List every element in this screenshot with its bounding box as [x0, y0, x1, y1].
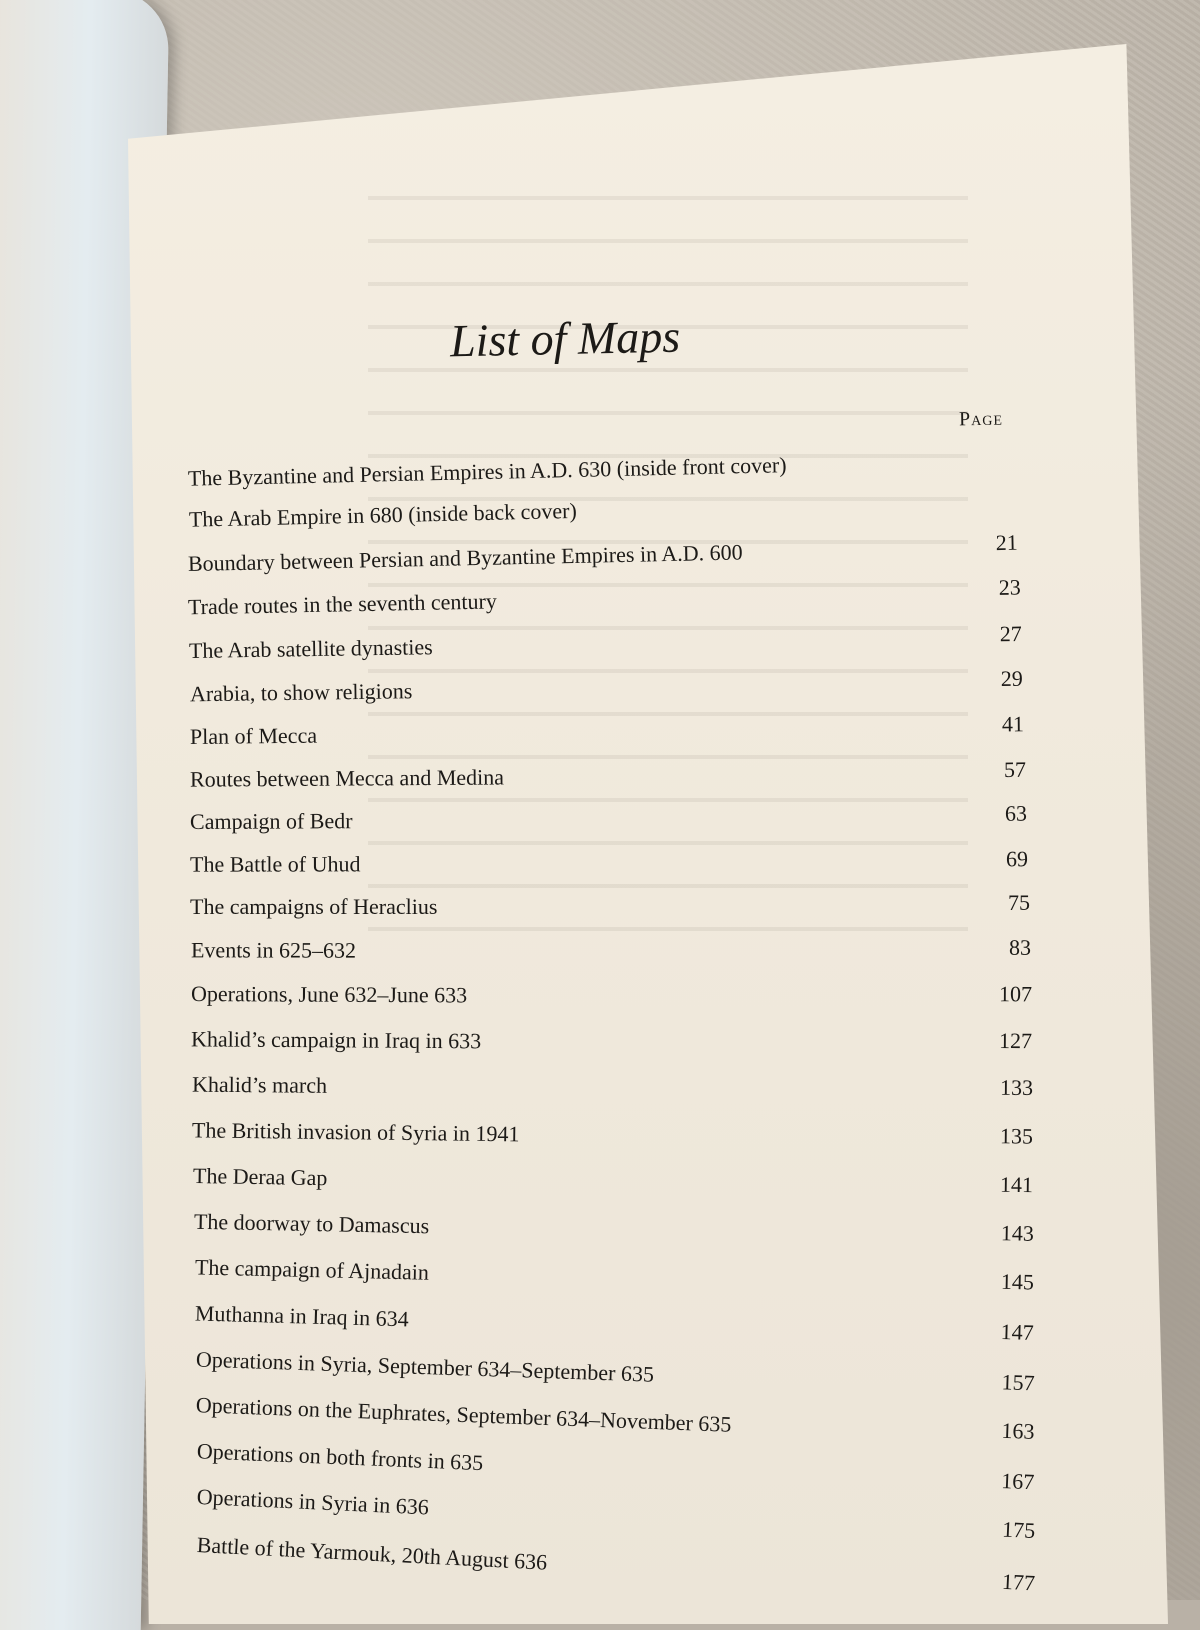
entry-label: The Arab Empire in 680 (inside back cover): [188, 497, 578, 532]
entry-page-number: 157: [1001, 1369, 1036, 1396]
list-item: [0, 933, 1200, 971]
list-item: [0, 890, 1200, 926]
entry-page-number: 135: [999, 1123, 1034, 1149]
entry-page-number: 133: [999, 1074, 1034, 1101]
entry-label: The campaign of Ajnadain: [194, 1254, 430, 1285]
entry-label: The campaigns of Heraclius: [190, 894, 438, 919]
entry-label: Operations in Syria, September 634–September 635: [195, 1346, 655, 1387]
entry-page-number: 75: [1008, 890, 1030, 915]
entry-label: Khalid’s march: [191, 1071, 328, 1098]
page-title: List of Maps: [449, 310, 681, 367]
entry-page-number: 41: [1001, 711, 1025, 737]
entry-label: Muthanna in Iraq in 634: [194, 1300, 410, 1332]
entry-page-number: 147: [1000, 1318, 1035, 1345]
entry-page-number: [961, 484, 1021, 485]
list-item: [0, 800, 1200, 842]
entry-page-number: 127: [998, 1027, 1033, 1054]
entry-page-number: 63: [1004, 800, 1028, 826]
entry-label: Battle of the Yarmouk, 20th August 636: [196, 1531, 548, 1575]
entry-page-number: [959, 443, 1019, 444]
entry-label: Operations in Syria in 636: [196, 1483, 430, 1520]
entry-label: The doorway to Damascus: [193, 1208, 430, 1239]
entry-page-number: 57: [1003, 756, 1027, 782]
entry-page-number: 141: [999, 1171, 1034, 1198]
entry-page-number: 107: [998, 981, 1033, 1007]
entry-label: The Battle of Uhud: [189, 851, 361, 877]
entry-label: Routes between Mecca and Medina: [189, 764, 505, 792]
entry-page-number: 21: [995, 529, 1018, 556]
list-item: [0, 846, 1200, 884]
entry-page-number: 143: [1000, 1220, 1035, 1246]
entry-label: Trade routes in the seventh century: [187, 588, 498, 620]
entry-page-number: 163: [1001, 1417, 1035, 1444]
entry-page-number: 27: [999, 620, 1022, 647]
entry-label: Operations on both fronts in 635: [196, 1438, 484, 1476]
entry-label: Events in 625–632: [190, 937, 357, 963]
entry-label: The Arab satellite dynasties: [188, 634, 433, 664]
entry-page-number: 145: [1000, 1268, 1035, 1295]
entry-label: Khalid’s campaign in Iraq in 633: [190, 1026, 482, 1054]
list-item: [0, 976, 1200, 1018]
entry-label: The British invasion of Syria in 1941: [191, 1117, 520, 1147]
entry-label: Arabia, to show religions: [189, 678, 413, 707]
entry-label: Operations, June 632–June 633: [190, 981, 468, 1008]
entry-label: Plan of Mecca: [189, 722, 318, 750]
page-column-header: Page: [958, 407, 1004, 431]
entry-page-number: 83: [1008, 934, 1032, 960]
entry-page-number: 69: [1005, 846, 1029, 872]
entry-label: Campaign of Bedr: [189, 808, 353, 835]
entry-label: The Deraa Gap: [192, 1163, 328, 1191]
entry-page-number: 29: [1000, 665, 1023, 692]
entry-page-number: 175: [1001, 1516, 1036, 1543]
entry-page-number: 177: [1001, 1568, 1036, 1596]
entry-label: The Byzantine and Persian Empires in A.D. 630 (inside front cover): [187, 452, 787, 491]
entry-label: Operations on the Euphrates, September 634–November 635: [195, 1392, 732, 1437]
entry-label: Boundary between Persian and Byzantine Empires in A.D. 600: [187, 539, 743, 577]
entry-page-number: 23: [998, 574, 1021, 600]
entry-page-number: 167: [1000, 1467, 1035, 1495]
